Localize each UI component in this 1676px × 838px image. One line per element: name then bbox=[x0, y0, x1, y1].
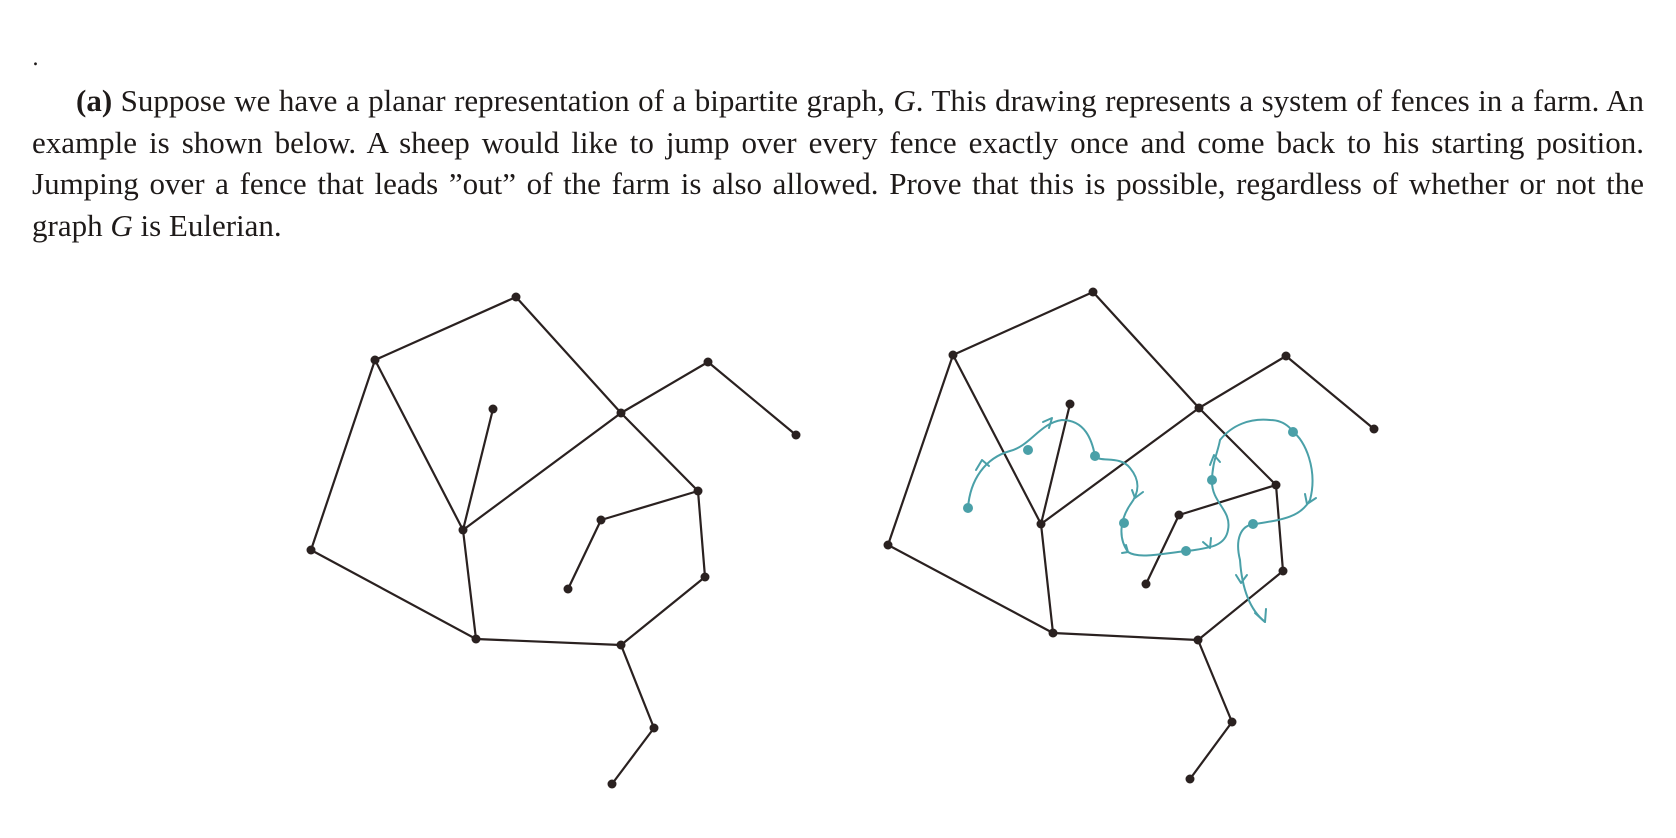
right-graph bbox=[884, 288, 1379, 784]
path-arrowhead bbox=[1203, 538, 1211, 548]
fence-vertex bbox=[1279, 567, 1288, 576]
fence-vertex bbox=[1370, 425, 1379, 434]
graph-symbol: G bbox=[893, 83, 916, 118]
fence-edge bbox=[1199, 356, 1286, 408]
fence-edge bbox=[1146, 515, 1179, 584]
fence-edge bbox=[621, 362, 708, 413]
fence-vertex bbox=[1272, 481, 1281, 490]
problem-text-3: is Eulerian. bbox=[132, 207, 282, 243]
fence-vertex bbox=[1049, 629, 1058, 638]
fence-edge bbox=[953, 355, 1041, 524]
problem-label: (a) bbox=[76, 83, 113, 118]
fence-edge bbox=[621, 645, 654, 728]
fence-vertex bbox=[792, 431, 801, 440]
fence-vertex bbox=[1037, 520, 1046, 529]
fence-edge bbox=[612, 728, 654, 784]
face-dot bbox=[1090, 451, 1100, 461]
fence-edge bbox=[1093, 292, 1199, 408]
fence-edge bbox=[621, 577, 705, 645]
face-dot bbox=[963, 503, 973, 513]
fence-edge bbox=[698, 491, 705, 577]
fence-edge bbox=[1276, 485, 1283, 571]
fence-vertex bbox=[1195, 404, 1204, 413]
face-dot bbox=[1023, 445, 1033, 455]
fence-vertex bbox=[617, 409, 626, 418]
fence-vertex bbox=[489, 405, 498, 414]
fence-edge bbox=[601, 491, 698, 520]
fence-vertex bbox=[1142, 580, 1151, 589]
fence-edge bbox=[375, 360, 463, 530]
fence-vertex bbox=[949, 351, 958, 360]
fence-edge bbox=[476, 639, 621, 645]
fence-vertex bbox=[1194, 636, 1203, 645]
fence-vertex bbox=[512, 293, 521, 302]
dot-mark: . bbox=[32, 46, 39, 71]
problem-text-2: . This drawing represents a system of fences in a farm. An example is shown below. A sheep would like to jump over every fence exactly once and come back to his starting position. Jumping over a fence that leads ”out” of the farm is also allowed. Prove that this is possible, regardless of whether or not the graph bbox=[32, 83, 1644, 243]
fence-vertex bbox=[1066, 400, 1075, 409]
fence-edge bbox=[1179, 485, 1276, 515]
fence-edge bbox=[888, 355, 953, 545]
fence-edge bbox=[1041, 524, 1053, 633]
fence-vertex bbox=[371, 356, 380, 365]
fence-vertex bbox=[694, 487, 703, 496]
fence-edge bbox=[1053, 633, 1198, 640]
fence-vertex bbox=[884, 541, 893, 550]
fence-vertex bbox=[1175, 511, 1184, 520]
fence-vertex bbox=[307, 546, 316, 555]
fence-vertex bbox=[459, 526, 468, 535]
fence-vertex bbox=[608, 780, 617, 789]
fence-vertex bbox=[704, 358, 713, 367]
fence-edge bbox=[311, 550, 476, 639]
fence-vertex bbox=[597, 516, 606, 525]
fence-edge bbox=[463, 530, 476, 639]
graph-symbol-2: G bbox=[110, 207, 133, 243]
problem-text-1: Suppose we have a planar representation of a bipartite graph, bbox=[112, 83, 894, 118]
fence-edge bbox=[568, 520, 601, 589]
face-dot bbox=[1288, 427, 1298, 437]
face-dot bbox=[1119, 518, 1129, 528]
fence-edge bbox=[311, 360, 375, 550]
fence-vertex bbox=[1089, 288, 1098, 297]
fence-edge bbox=[1286, 356, 1374, 429]
face-dot bbox=[1181, 546, 1191, 556]
fence-vertex bbox=[617, 641, 626, 650]
fence-edge bbox=[953, 292, 1093, 355]
face-dot bbox=[1248, 519, 1258, 529]
fence-edge bbox=[1198, 640, 1232, 722]
fence-edge bbox=[888, 545, 1053, 633]
fence-vertex bbox=[472, 635, 481, 644]
fence-vertex bbox=[1282, 352, 1291, 361]
fence-vertex bbox=[650, 724, 659, 733]
fence-edge bbox=[708, 362, 796, 435]
fence-edge bbox=[516, 297, 621, 413]
fence-vertex bbox=[564, 585, 573, 594]
left-graph bbox=[307, 293, 801, 789]
face-dot bbox=[1207, 475, 1217, 485]
fence-vertex bbox=[701, 573, 710, 582]
fence-edge bbox=[621, 413, 698, 491]
fence-edge bbox=[375, 297, 516, 360]
path-arrowhead bbox=[1255, 609, 1266, 622]
fence-vertex bbox=[1228, 718, 1237, 727]
fence-vertex bbox=[1186, 775, 1195, 784]
fence-edge bbox=[1190, 722, 1232, 779]
